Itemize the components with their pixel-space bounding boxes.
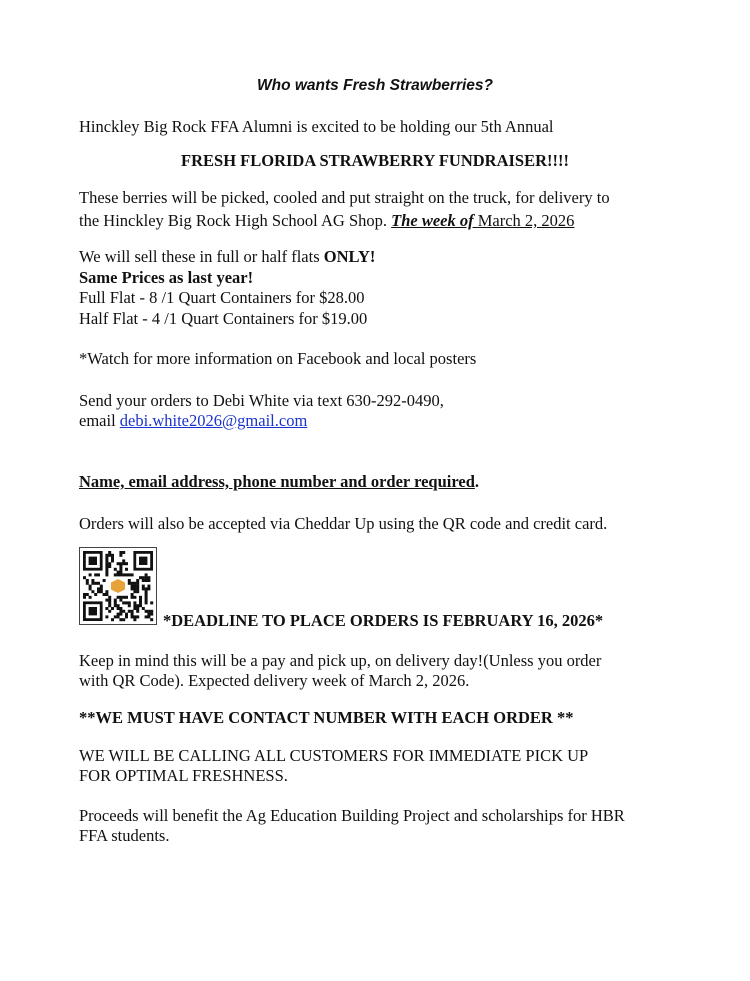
required-line <box>79 471 479 492</box>
only-label: ONLY! <box>323 247 376 266</box>
intro-line: Hinckley Big Rock FFA Alumni is excited to be holding our 5th Annual <box>79 117 554 136</box>
para1-line1: These berries will be picked, cooled and put straight on the truck, for delivery to <box>79 188 610 207</box>
qr-code-icon <box>80 548 156 624</box>
flyer-title: Who wants Fresh Strawberries? <box>257 77 493 94</box>
full-flat-price: Full Flat - 8 /1 Quart Containers for $28.00 <box>79 288 365 307</box>
para1-line2-text: the Hinckley Big Rock High School AG Shop. <box>79 211 392 230</box>
qr-code-image[interactable] <box>79 547 157 625</box>
keep-line1: Keep in mind this will be a pay and pick up, on delivery day!(Unless you order <box>79 651 602 670</box>
calling-line2: FOR OPTIMAL FRESHNESS. <box>79 766 288 785</box>
required-text: Name, email address, phone number and order required <box>79 472 475 491</box>
fundraiser-headline: FRESH FLORIDA STRAWBERRY FUNDRAISER!!!! <box>181 151 569 170</box>
same-prices-line: Same Prices as last year! <box>79 268 254 287</box>
required-period: . <box>474 472 480 491</box>
cheddar-line: Orders will also be accepted via Cheddar Up using the QR code and credit card. <box>79 514 608 533</box>
half-flat-price: Half Flat - 4 /1 Quart Containers for $19.00 <box>79 309 368 328</box>
sell-line <box>79 246 375 267</box>
week-of-label: The week of <box>391 211 478 230</box>
email-label: email <box>79 411 120 430</box>
keep-line2: with QR Code). Expected delivery week of March 2, 2026. <box>79 671 470 690</box>
orders-line1: Send your orders to Debi White via text 630-292-0490, <box>79 391 444 410</box>
calling-line1: WE WILL BE CALLING ALL CUSTOMERS FOR IMMEDIATE PICK UP <box>79 746 589 765</box>
deadline-line: *DEADLINE TO PLACE ORDERS IS FEBRUARY 16, 2026* <box>163 611 604 630</box>
para1-line2 <box>79 210 574 231</box>
proceeds-line2: FFA students. <box>79 826 170 845</box>
orders-line2 <box>79 410 307 431</box>
contact-line: **WE MUST HAVE CONTACT NUMBER WITH EACH ORDER ** <box>79 708 574 727</box>
email-link[interactable]: debi.white2026@gmail.com <box>119 411 308 430</box>
watch-line: *Watch for more information on Facebook and local posters <box>79 349 477 368</box>
sell-text: We will sell these in full or half flats <box>79 247 324 266</box>
delivery-date: March 2, 2026 <box>477 211 575 230</box>
proceeds-line1: Proceeds will benefit the Ag Education Building Project and scholarships for HBR <box>79 806 625 825</box>
